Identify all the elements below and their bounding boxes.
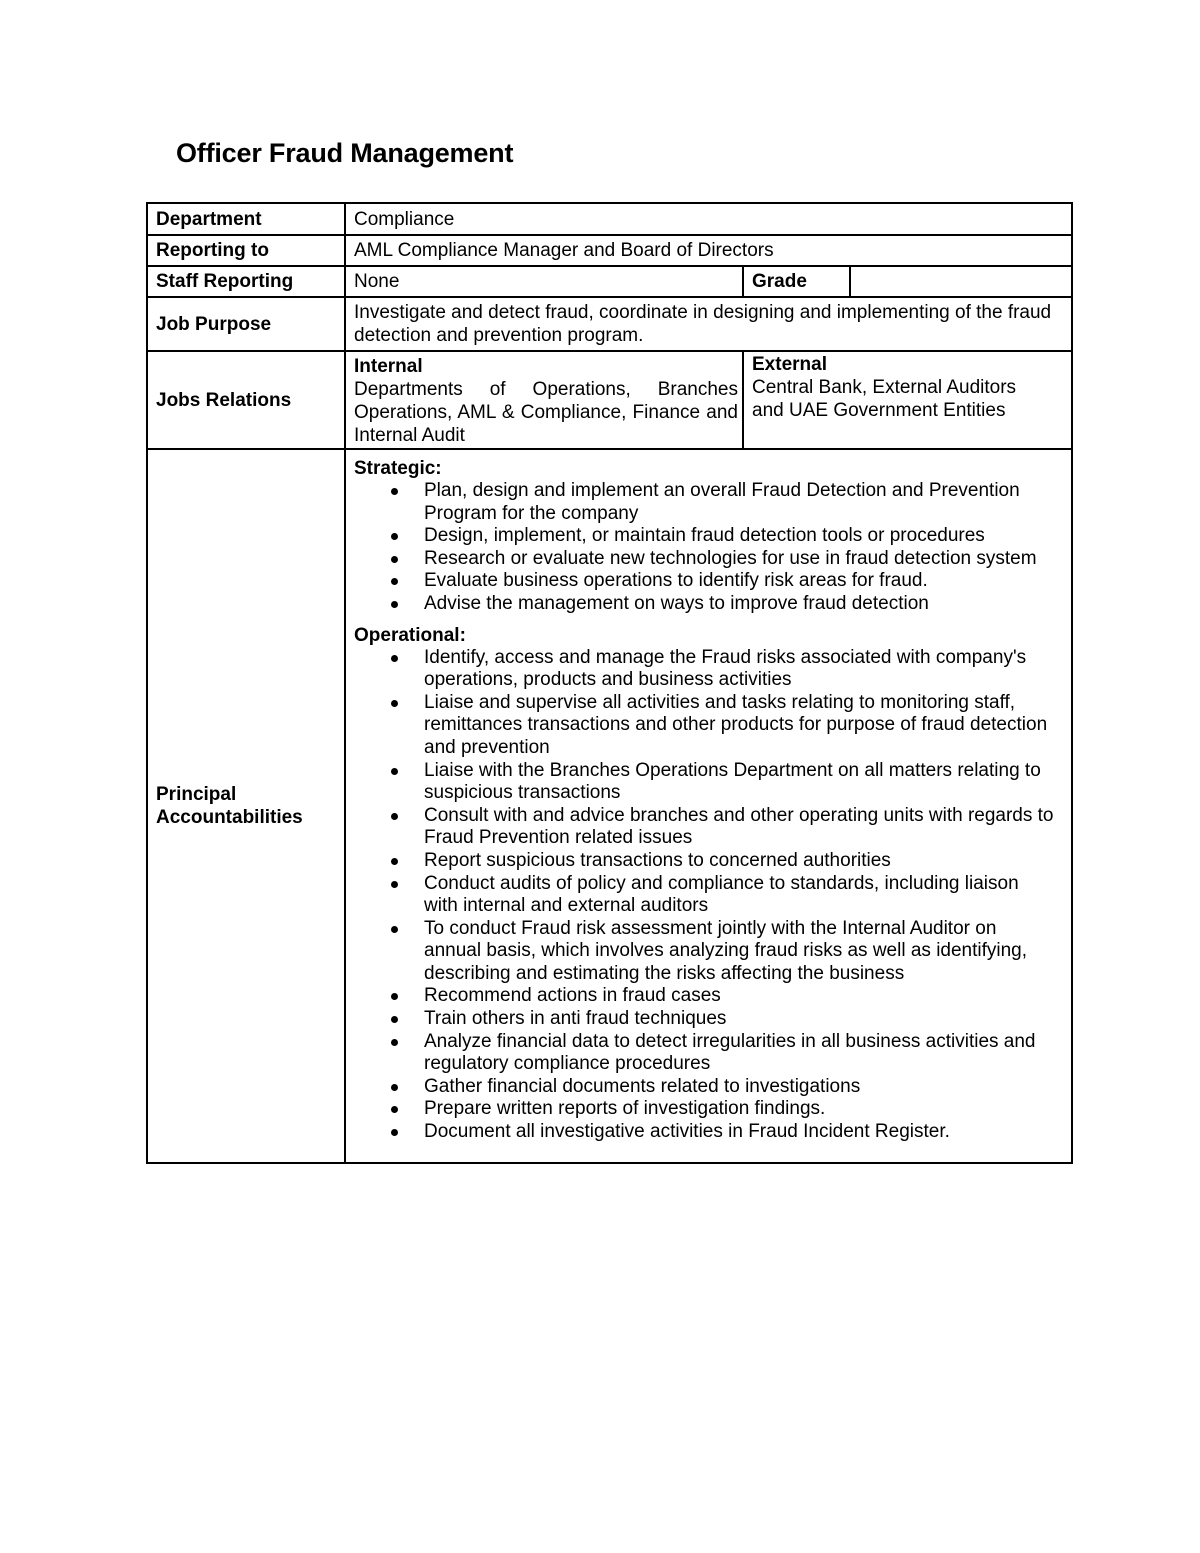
internal-text: Departments of Operations, Branches Operations, AML & Compliance, Finance and Internal Audit — [354, 379, 738, 446]
operational-item: To conduct Fraud risk assessment jointly with the Internal Auditor on annual basis, which involves analyzing fraud risks as well as identifying, describing and estimating the risks affecting the business — [424, 918, 1057, 986]
row-reporting-to — [147, 235, 1072, 266]
staff-reporting-label: Staff Reporting — [147, 266, 345, 297]
operational-item: Report suspicious transactions to concerned authorities — [424, 850, 1057, 873]
external-heading: External — [752, 354, 827, 375]
operational-item: Train others in anti fraud techniques — [424, 1008, 1057, 1031]
row-staff-reporting — [147, 266, 1072, 297]
external-relations-cell — [743, 351, 1072, 449]
operational-item: Prepare written reports of investigation findings. — [424, 1098, 1057, 1121]
job-purpose-label: Job Purpose — [147, 297, 345, 351]
strategic-item: Plan, design and implement an overall Fraud Detection and Prevention Program for the company — [424, 480, 1057, 525]
operational-item: Liaise with the Branches Operations Department on all matters relating to suspicious transactions — [424, 760, 1057, 805]
reporting-to-label: Reporting to — [147, 235, 345, 266]
job-description-table — [146, 202, 1073, 1164]
principal-accountabilities-cell — [345, 449, 1072, 1163]
row-job-purpose — [147, 297, 1072, 351]
department-label: Department — [147, 203, 345, 235]
row-department — [147, 203, 1072, 235]
strategic-item: Design, implement, or maintain fraud detection tools or procedures — [424, 525, 1057, 548]
jobs-relations-label: Jobs Relations — [147, 351, 345, 449]
strategic-list — [354, 480, 1071, 616]
row-jobs-relations — [147, 351, 1072, 449]
operational-heading: Operational: — [354, 624, 466, 646]
department-value: Compliance — [345, 203, 1072, 235]
page-title: Officer Fraud Management — [176, 138, 514, 168]
grade-value — [850, 266, 1072, 297]
grade-label: Grade — [743, 266, 850, 297]
internal-heading: Internal — [354, 356, 423, 377]
operational-item: Consult with and advice branches and other operating units with regards to Fraud Prevention related issues — [424, 805, 1057, 850]
operational-item: Analyze financial data to detect irregularities in all business activities and regulatory compliance procedures — [424, 1031, 1057, 1076]
operational-item: Conduct audits of policy and compliance to standards, including liaison with internal and external auditors — [424, 873, 1057, 918]
external-text: Central Bank, External Auditors and UAE Government Entities — [752, 377, 1017, 421]
strategic-item: Evaluate business operations to identify risk areas for fraud. — [424, 570, 1057, 593]
reporting-to-value: AML Compliance Manager and Board of Directors — [345, 235, 1072, 266]
job-purpose-value: Investigate and detect fraud, coordinate in designing and implementing of the fraud detection and prevention program. — [345, 297, 1072, 351]
internal-relations-cell — [345, 351, 743, 449]
row-principal-accountabilities — [147, 449, 1072, 1163]
strategic-item: Advise the management on ways to improve fraud detection — [424, 593, 1057, 616]
operational-item: Recommend actions in fraud cases — [424, 985, 1057, 1008]
staff-reporting-value: None — [345, 266, 743, 297]
strategic-heading: Strategic: — [354, 458, 442, 479]
operational-list — [354, 647, 1071, 1144]
strategic-item: Research or evaluate new technologies for use in fraud detection system — [424, 548, 1057, 571]
principal-accountabilities-label: Principal Accountabilities — [147, 449, 345, 1163]
operational-item: Liaise and supervise all activities and tasks relating to monitoring staff, remittances transactions and other products for purpose of fraud detection and prevention — [424, 692, 1057, 760]
operational-item: Document all investigative activities in Fraud Incident Register. — [424, 1121, 1057, 1144]
operational-item: Gather financial documents related to investigations — [424, 1076, 1057, 1099]
operational-item: Identify, access and manage the Fraud risks associated with company's operations, products and business activities — [424, 647, 1057, 692]
